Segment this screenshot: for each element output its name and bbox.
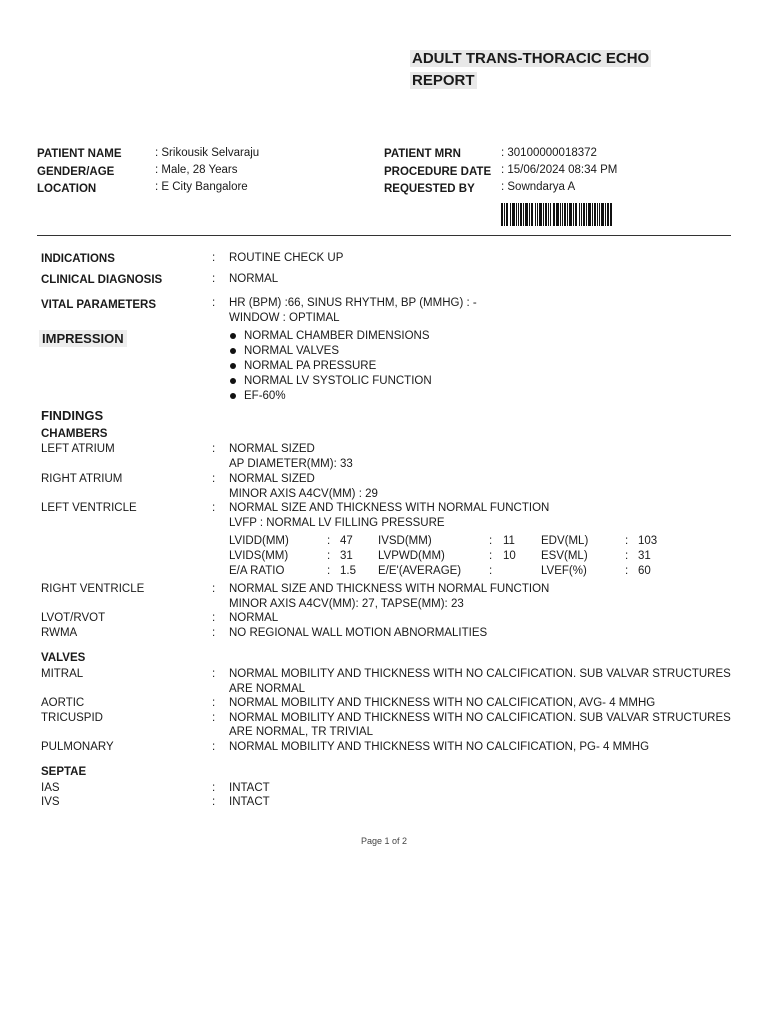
report-title-line1: ADULT TRANS-THORACIC ECHO xyxy=(412,50,650,67)
ivs-value: INTACT xyxy=(229,796,270,808)
colon: : xyxy=(625,565,629,577)
requested-by-value: : Sowndarya A xyxy=(501,181,576,193)
measurement-value: 103 xyxy=(638,535,658,547)
impression-label: IMPRESSION xyxy=(39,330,127,347)
rwma-value: NO REGIONAL WALL MOTION ABNORMALITIES xyxy=(229,627,488,639)
colon: : xyxy=(489,535,493,547)
right-ventricle-line1: NORMAL SIZE AND THICKNESS WITH NORMAL FUNCTION xyxy=(229,583,550,595)
left-ventricle-line2: LVFP : NORMAL LV FILLING PRESSURE xyxy=(229,517,445,529)
measurement-value: 60 xyxy=(638,565,651,577)
mrn-value: : 30100000018372 xyxy=(501,147,597,159)
impression-item: NORMAL PA PRESSURE xyxy=(229,359,432,374)
lvot-rvot-label: LVOT/RVOT xyxy=(41,612,106,624)
vital-parameters-label: VITAL PARAMETERS xyxy=(41,299,157,311)
valves-heading: VALVES xyxy=(41,652,86,664)
report-title xyxy=(410,48,650,92)
impression-item: NORMAL LV SYSTOLIC FUNCTION xyxy=(229,374,432,389)
measurement-value: 31 xyxy=(340,550,353,562)
vital-parameters-line1: HR (BPM) :66, SINUS RHYTHM, BP (MMHG) : - xyxy=(229,297,477,309)
colon: : xyxy=(489,565,493,577)
colon: : xyxy=(212,273,216,285)
measurement-key: IVSD(MM) xyxy=(378,535,432,547)
impression-heading xyxy=(42,331,127,346)
measurement-value: 11 xyxy=(503,535,515,547)
patient-name-value: : Srikousik Selvaraju xyxy=(155,147,260,159)
tricuspid-label: TRICUSPID xyxy=(41,712,103,724)
impression-item: NORMAL CHAMBER DIMENSIONS xyxy=(229,329,432,344)
measurement-key: E/E'(AVERAGE) xyxy=(378,565,462,577)
impression-item: NORMAL VALVES xyxy=(229,344,432,359)
left-ventricle-line1: NORMAL SIZE AND THICKNESS WITH NORMAL FUNCTION xyxy=(229,502,550,514)
ias-value: INTACT xyxy=(229,782,270,794)
ivs-label: IVS xyxy=(41,796,60,808)
impression-item: EF-60% xyxy=(229,389,432,404)
measurement-value: 1.5 xyxy=(340,565,356,577)
colon: : xyxy=(212,668,216,680)
vital-parameters-line2: WINDOW : OPTIMAL xyxy=(229,312,340,324)
right-ventricle-line2: MINOR AXIS A4CV(MM): 27, TAPSE(MM): 23 xyxy=(229,598,464,610)
right-atrium-label: RIGHT ATRIUM xyxy=(41,473,123,485)
measurement-key: ESV(ML) xyxy=(541,550,588,562)
colon: : xyxy=(212,796,216,808)
mitral-label: MITRAL xyxy=(41,668,84,680)
right-ventricle-label: RIGHT VENTRICLE xyxy=(41,583,145,595)
location-value: : E City Bangalore xyxy=(155,181,248,193)
header-divider xyxy=(37,235,731,236)
colon: : xyxy=(625,535,629,547)
measurement-value: 10 xyxy=(503,550,516,562)
indications-label: INDICATIONS xyxy=(41,253,115,265)
mrn-label: PATIENT MRN xyxy=(384,148,461,160)
clinical-diagnosis-value: NORMAL xyxy=(229,273,279,285)
left-atrium-label: LEFT ATRIUM xyxy=(41,443,115,455)
gender-age-value: : Male, 28 Years xyxy=(155,164,238,176)
colon: : xyxy=(212,697,216,709)
colon: : xyxy=(327,565,331,577)
lvot-rvot-value: NORMAL xyxy=(229,612,279,624)
pulmonary-value: NORMAL MOBILITY AND THICKNESS WITH NO CALCIFICATION, PG- 4 MMHG xyxy=(229,741,650,753)
page-number: Page 1 of 2 xyxy=(360,836,408,846)
colon: : xyxy=(625,550,629,562)
colon: : xyxy=(212,252,216,264)
aortic-label: AORTIC xyxy=(41,697,85,709)
mitral-line2: ARE NORMAL xyxy=(229,683,306,695)
measurement-key: LVEF(%) xyxy=(541,565,587,577)
measurement-key: EDV(ML) xyxy=(541,535,589,547)
septae-heading: SEPTAE xyxy=(41,766,87,778)
pulmonary-label: PULMONARY xyxy=(41,741,114,753)
procedure-date-value: : 15/06/2024 08:34 PM xyxy=(501,164,618,176)
report-title-line2: REPORT xyxy=(412,72,475,89)
gender-age-label: GENDER/AGE xyxy=(37,166,115,178)
ias-label: IAS xyxy=(41,782,60,794)
right-atrium-line2: MINOR AXIS A4CV(MM) : 29 xyxy=(229,488,378,500)
impression-list xyxy=(229,329,432,404)
colon: : xyxy=(327,550,331,562)
rwma-label: RWMA xyxy=(41,627,78,639)
findings-heading: FINDINGS xyxy=(41,408,104,423)
mitral-line1: NORMAL MOBILITY AND THICKNESS WITH NO CALCIFICATION. SUB VALVAR STRUCTURES xyxy=(229,668,731,680)
colon: : xyxy=(212,712,216,724)
colon: : xyxy=(212,583,216,595)
colon: : xyxy=(212,612,216,624)
barcode-image xyxy=(501,203,612,226)
left-atrium-line1: NORMAL SIZED xyxy=(229,443,315,455)
measurement-value: 31 xyxy=(638,550,651,562)
tricuspid-line1: NORMAL MOBILITY AND THICKNESS WITH NO CALCIFICATION. SUB VALVAR STRUCTURES xyxy=(229,712,731,724)
measurement-key: LVIDS(MM) xyxy=(229,550,289,562)
colon: : xyxy=(489,550,493,562)
colon: : xyxy=(212,502,216,514)
colon: : xyxy=(212,627,216,639)
location-label: LOCATION xyxy=(37,183,97,195)
colon: : xyxy=(212,782,216,794)
measurement-key: E/A RATIO xyxy=(229,565,285,577)
procedure-date-label: PROCEDURE DATE xyxy=(384,166,492,178)
requested-by-label: REQUESTED BY xyxy=(384,183,475,195)
left-atrium-line2: AP DIAMETER(MM): 33 xyxy=(229,458,353,470)
colon: : xyxy=(212,473,216,485)
colon: : xyxy=(212,297,216,309)
tricuspid-line2: ARE NORMAL, TR TRIVIAL xyxy=(229,726,373,738)
patient-name-label: PATIENT NAME xyxy=(37,148,122,160)
measurement-value: 47 xyxy=(340,535,353,547)
chambers-heading: CHAMBERS xyxy=(41,428,108,440)
right-atrium-line1: NORMAL SIZED xyxy=(229,473,315,485)
measurement-key: LVIDD(MM) xyxy=(229,535,289,547)
colon: : xyxy=(212,443,216,455)
aortic-value: NORMAL MOBILITY AND THICKNESS WITH NO CALCIFICATION, AVG- 4 MMHG xyxy=(229,697,656,709)
indications-value: ROUTINE CHECK UP xyxy=(229,252,344,264)
colon: : xyxy=(327,535,331,547)
colon: : xyxy=(212,741,216,753)
measurement-key: LVPWD(MM) xyxy=(378,550,445,562)
left-ventricle-label: LEFT VENTRICLE xyxy=(41,502,137,514)
clinical-diagnosis-label: CLINICAL DIAGNOSIS xyxy=(41,274,163,286)
